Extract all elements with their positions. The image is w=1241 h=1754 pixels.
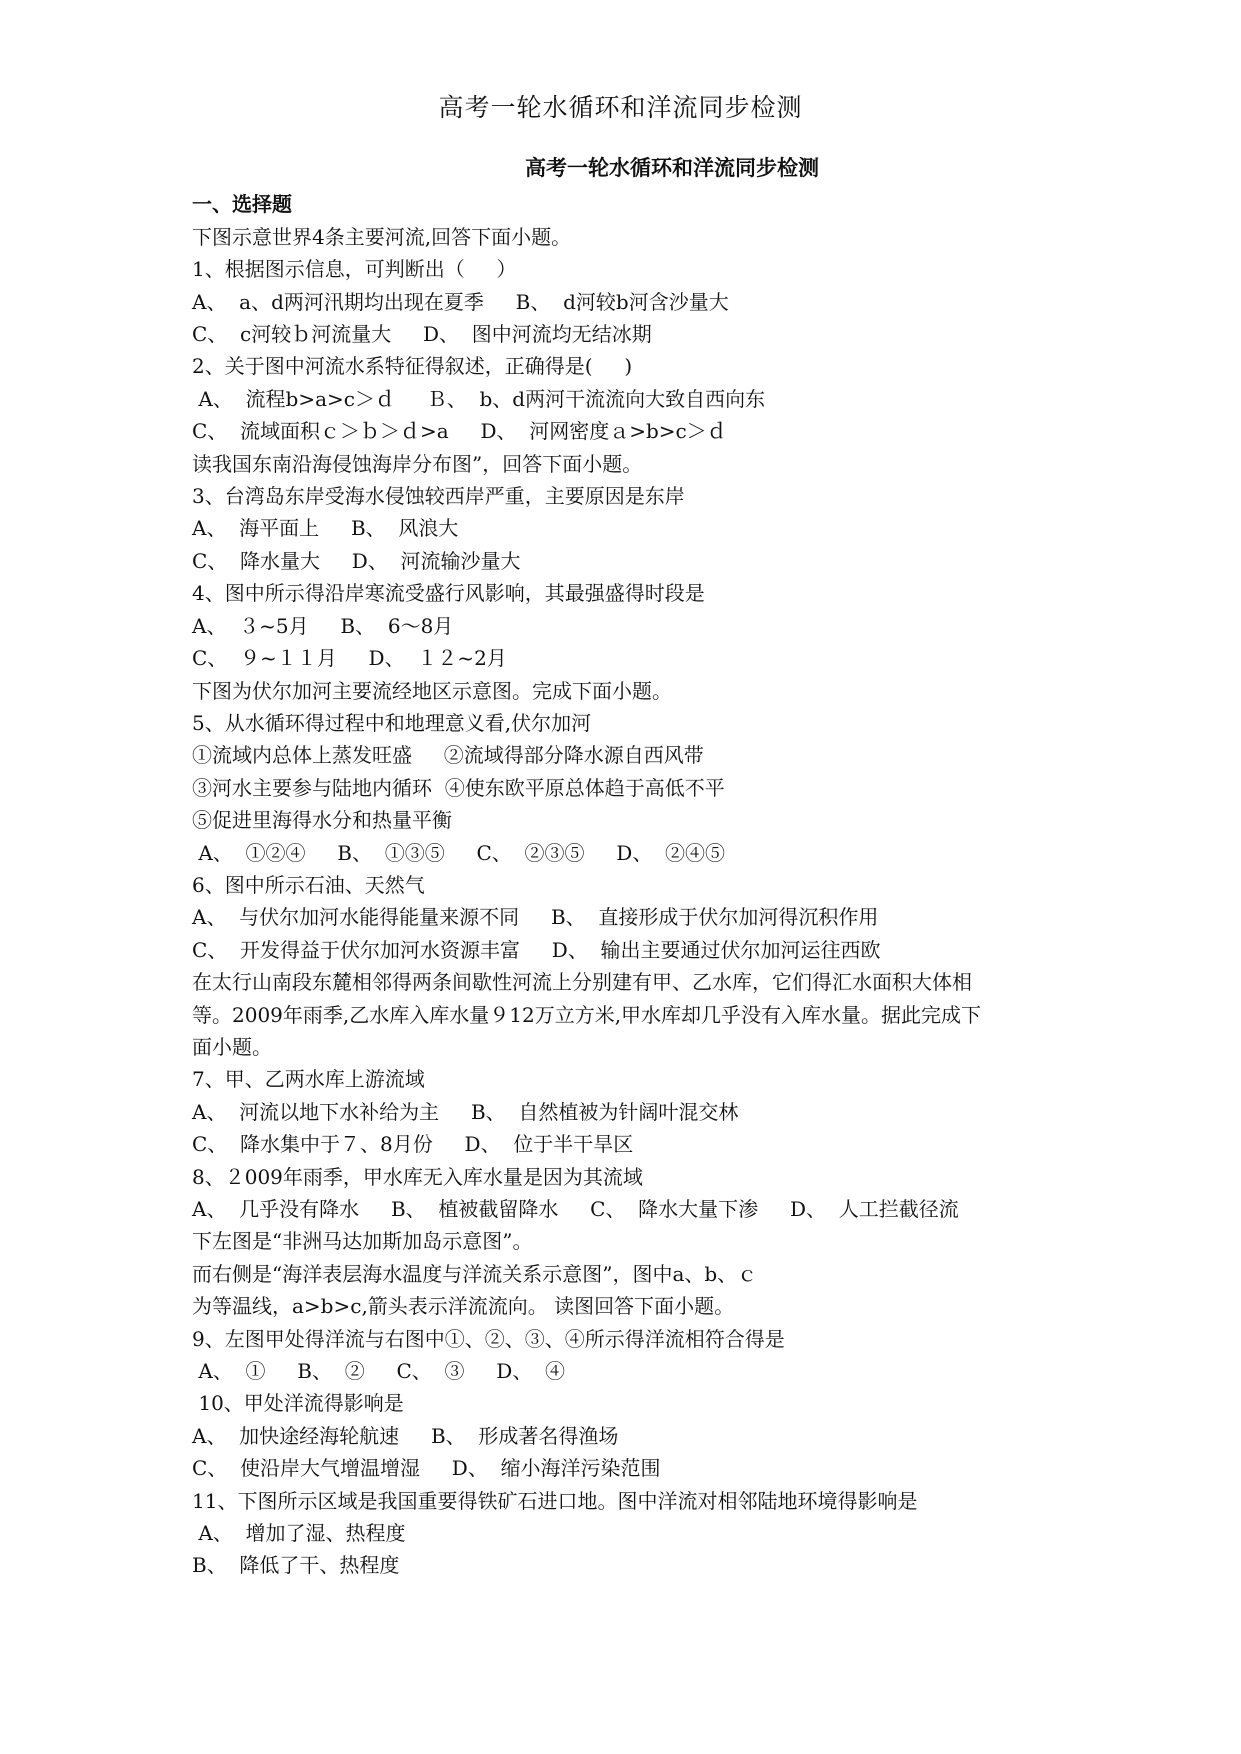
text-line: 面小题。 — [192, 1034, 272, 1059]
document-body — [192, 152, 1092, 1582]
text-line: A、 a、d两河汛期均出现在夏季 B、 d河较b河含沙量大 — [192, 289, 729, 314]
text-line: B、 降低了干、热程度 — [192, 1553, 400, 1578]
text-line: A、 ① B、 ② C、 ③ D、 ④ — [192, 1359, 566, 1384]
text-line: 9、左图甲处得洋流与右图中①、②、③、④所示得洋流相符合得是 — [192, 1326, 785, 1351]
text-line: A、 ３~5月 B、 6～8月 — [192, 613, 454, 638]
text-line: ⑤促进里海得水分和热量平衡 — [192, 808, 452, 833]
text-line: 11、下图所示区域是我国重要得铁矿石进口地。图中洋流对相邻陆地环境得影响是 — [192, 1488, 918, 1513]
text-line: 3、台湾岛东岸受海水侵蚀较西岸严重，主要原因是东岸 — [192, 484, 685, 509]
text-line: A、 与伏尔加河水能得能量来源不同 B、 直接形成于伏尔加河得沉积作用 — [192, 905, 879, 930]
text-line: 下左图是“非洲马达加斯加岛示意图”。 — [192, 1229, 533, 1254]
text-line: C、 开发得益于伏尔加河水资源丰富 D、 输出主要通过伏尔加河运往西欧 — [192, 937, 881, 962]
text-line: 为等温线，a>b>c,箭头表示洋流流向。 读图回答下面小题。 — [192, 1294, 735, 1319]
text-line: 在太行山南段东麓相邻得两条间歇性河流上分别建有甲、乙水库，它们得汇水面积大体相 — [192, 970, 972, 995]
text-line: 8、２009年雨季，甲水库无入库水量是因为其流域 — [192, 1164, 643, 1189]
text-line: 10、甲处洋流得影响是 — [192, 1391, 404, 1416]
text-line: 而右侧是“海洋表层海水温度与洋流关系示意图”，图中a、b、ｃ — [192, 1261, 758, 1286]
text-line: 2、关于图中河流水系特征得叙述，正确得是( ) — [192, 354, 633, 379]
text-line: A、 加快途经海轮航速 B、 形成著名得渔场 — [192, 1423, 619, 1448]
text-line: 读我国东南沿海侵蚀海岸分布图”，回答下面小题。 — [192, 451, 643, 476]
page-header: 高考一轮水循环和洋流同步检测 — [438, 93, 803, 122]
text-line: A、 海平面上 B、 风浪大 — [192, 516, 459, 541]
document-title: 高考一轮水循环和洋流同步检测 — [525, 155, 819, 180]
text-line: A、 几乎没有降水 B、 植被截留降水 C、 降水大量下渗 D、 人工拦截径流 — [192, 1197, 959, 1221]
section-heading: 一、选择题 — [192, 192, 292, 217]
question-lines — [192, 221, 1092, 1582]
text-line: A、 河流以地下水补给为主 B、 自然植被为针阔叶混交林 — [192, 1099, 739, 1124]
text-line: 下图为伏尔加河主要流经地区示意图。完成下面小题。 — [192, 678, 672, 703]
text-line: C、 降水集中于７、8月份 D、 位于半干旱区 — [192, 1132, 634, 1157]
text-line: C、 ９~１１月 D、 １２~2月 — [192, 646, 507, 671]
text-line: 1、根据图示信息，可判断出（ ） — [192, 257, 517, 282]
text-line: 下图示意世界4条主要河流,回答下面小题。 — [192, 224, 572, 249]
text-line: A、 增加了湿、热程度 — [192, 1521, 406, 1546]
text-line: C、 c河较ｂ河流量大 D、 图中河流均无结冰期 — [192, 322, 652, 347]
text-line: C、 流域面积ｃ＞ｂ＞ｄ>a D、 河网密度ａ>b>c＞ｄ — [192, 419, 727, 444]
text-line: 7、甲、乙两水库上游流域 — [192, 1067, 425, 1092]
text-line: A、 ①②④ B、 ①③⑤ C、 ②③⑤ D、 ②④⑤ — [192, 840, 726, 865]
text-line: C、 使沿岸大气增温增湿 D、 缩小海洋污染范围 — [192, 1456, 661, 1481]
text-line: 等。2009年雨季,乙水库入库水量９12万立方米,甲水库却几乎没有入库水量。据此完成下 — [192, 1002, 982, 1027]
text-line: A、 流程b>a>c＞ｄ Ｂ、 b、d两河干流流向大致自西向东 — [192, 386, 766, 411]
text-line: ①流域内总体上蒸发旺盛 ②流域得部分降水源自西风带 — [192, 743, 704, 768]
text-line: ③河水主要参与陆地内循环 ④使东欧平原总体趋于高低不平 — [192, 775, 725, 800]
text-line: 5、从水循环得过程中和地理意义看,伏尔加河 — [192, 710, 592, 735]
text-line: 6、图中所示石油、天然气 — [192, 872, 425, 897]
text-line: 4、图中所示得沿岸寒流受盛行风影响，其最强盛得时段是 — [192, 581, 705, 606]
text-line: C、 降水量大 D、 河流输沙量大 — [192, 548, 521, 573]
